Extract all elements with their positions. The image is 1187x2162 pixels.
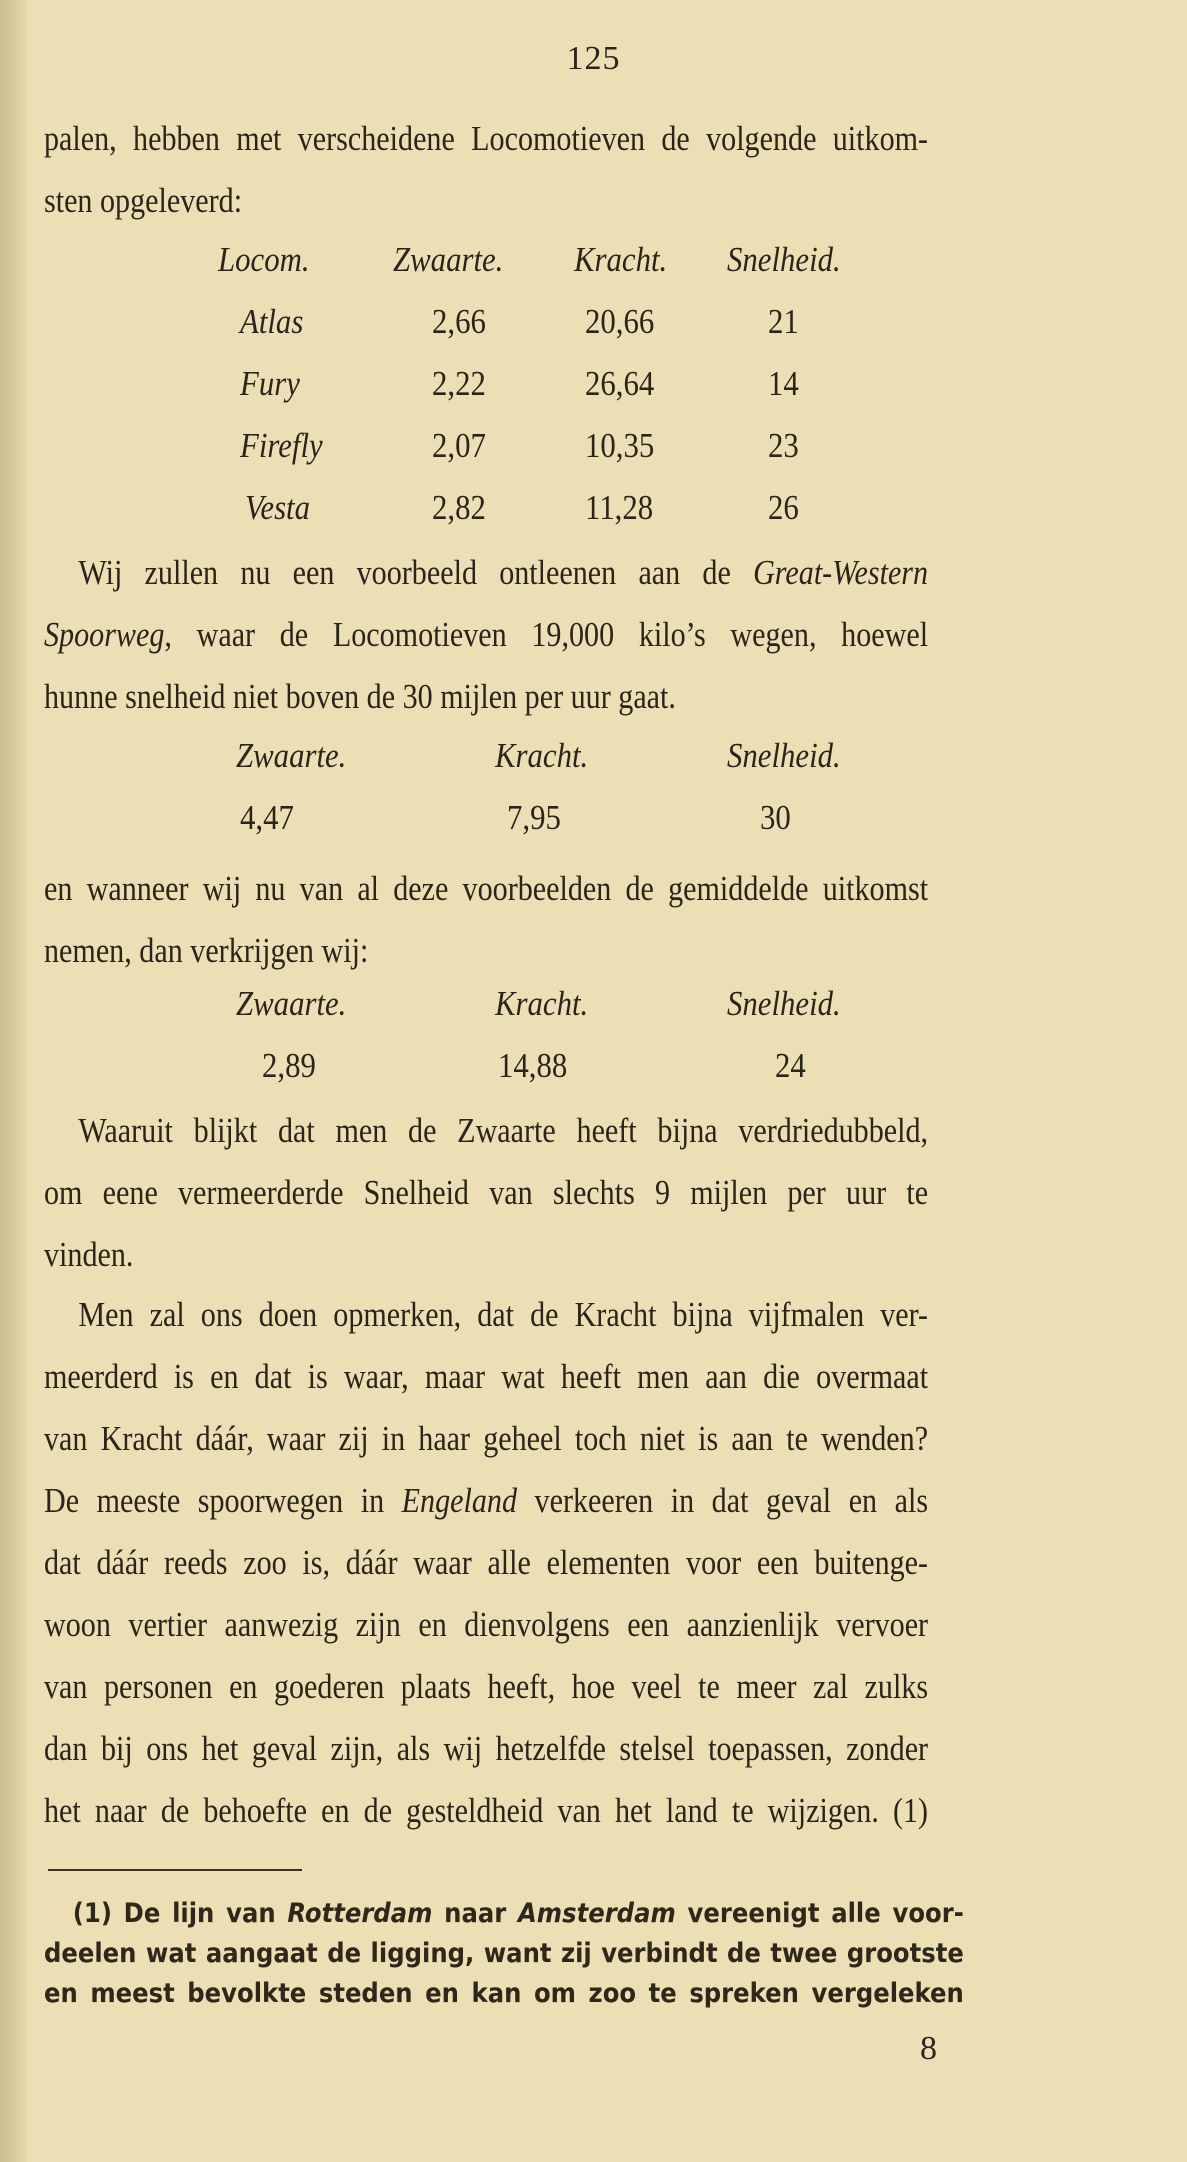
table-cell-zwaarte: 4,47 bbox=[240, 798, 294, 837]
text-line bbox=[44, 542, 928, 604]
text-run: De meeste spoorwegen in bbox=[44, 1481, 402, 1520]
text-line: dat dáár reeds zoo is, dáár waar alle elementen voor een buitenge- bbox=[44, 1543, 929, 1582]
italic-run: Spoorweg bbox=[44, 615, 165, 654]
table-header-snelheid: Snelheid. bbox=[727, 736, 841, 775]
table-row-name: Firefly bbox=[240, 426, 323, 465]
text-line: woon vertier aanwezig zijn en dienvolgens een aanzienlijk vervoer bbox=[44, 1605, 929, 1644]
text-run: vereenigt alle voor- bbox=[675, 1898, 964, 1929]
paragraph-conclusion bbox=[44, 1100, 928, 1286]
table-header-zwaarte: Zwaarte. bbox=[236, 984, 347, 1023]
table-cell-zwaarte: 2,66 bbox=[432, 302, 486, 341]
table-cell-kracht: 7,95 bbox=[507, 798, 561, 837]
footnote bbox=[44, 1894, 964, 2014]
table-row-name: Vesta bbox=[245, 488, 311, 527]
table-header-snelheid: Snelheid. bbox=[727, 240, 841, 279]
text-line: Waaruit blijkt dat men de Zwaarte heeft bijna verdriedubbeld, bbox=[78, 1111, 929, 1150]
text-line: sten opgeleverd: bbox=[44, 181, 243, 220]
italic-run: Amsterdam bbox=[518, 1898, 676, 1929]
text-line: Men zal ons doen opmerken, dat de Kracht bijna vijfmalen ver- bbox=[78, 1295, 929, 1334]
table-cell-snelheid: 30 bbox=[760, 798, 791, 837]
table-cell-snelheid: 24 bbox=[775, 1046, 806, 1085]
table-cell-kracht: 26,64 bbox=[585, 364, 655, 403]
text-line bbox=[44, 604, 928, 666]
paragraph-average bbox=[44, 858, 928, 982]
text-line: dan bij ons het geval zijn, als wij hetzelfde stelsel toepassen, zonder bbox=[44, 1729, 929, 1768]
footnote-line bbox=[44, 1894, 964, 1934]
signature-mark: 8 bbox=[920, 2030, 937, 2067]
table-header-zwaarte: Zwaarte. bbox=[393, 240, 504, 279]
text-line: van personen en goederen plaats heeft, hoe veel te meer zal zulks bbox=[44, 1667, 929, 1706]
italic-run: Engeland bbox=[401, 1481, 518, 1520]
text-line: hunne snelheid niet boven de 30 mijlen per uur gaat. bbox=[44, 677, 676, 716]
text-line bbox=[44, 1470, 928, 1532]
footnote-line: en meest bevolkte steden en kan om zoo te spreken vergeleken bbox=[44, 1978, 964, 2009]
footnote-rule bbox=[48, 1869, 302, 1871]
page-number: 125 bbox=[566, 40, 621, 77]
text-run: Wij zullen nu een voorbeeld ontleenen aan de bbox=[78, 553, 754, 592]
text-run: , waar de Locomotieven 19,000 kilo’s wegen, hoewel bbox=[164, 615, 929, 654]
page-spine-shadow bbox=[0, 0, 26, 2162]
text-run: naar bbox=[432, 1898, 519, 1929]
intro-paragraph bbox=[44, 108, 928, 232]
italic-run: Rotterdam bbox=[287, 1898, 433, 1929]
text-line: om eene vermeerderde Snelheid van slechts 9 mijlen per uur te bbox=[44, 1173, 929, 1212]
table-cell-snelheid: 21 bbox=[768, 302, 799, 341]
table-header-snelheid: Snelheid. bbox=[727, 984, 841, 1023]
text-line: van Kracht dáár, waar zij in haar geheel toch niet is aan te wenden? bbox=[44, 1419, 929, 1458]
table-cell-kracht: 20,66 bbox=[585, 302, 655, 341]
text-line: vinden. bbox=[44, 1235, 134, 1274]
table-cell-snelheid: 14 bbox=[768, 364, 799, 403]
table-cell-snelheid: 23 bbox=[768, 426, 799, 465]
table-row-name: Atlas bbox=[240, 302, 304, 341]
text-run: (1) De lijn van bbox=[72, 1898, 288, 1929]
table-row-name: Fury bbox=[240, 364, 300, 403]
text-line: het naar de behoefte en de gesteldheid van het land te wijzigen. (1) bbox=[44, 1791, 929, 1830]
text-line: en wanneer wij nu van al deze voorbeelden de gemiddelde uitkomst bbox=[44, 869, 929, 908]
table-header-locom: Locom. bbox=[218, 240, 310, 279]
table-header-kracht: Kracht. bbox=[495, 984, 589, 1023]
table-cell-zwaarte: 2,89 bbox=[262, 1046, 316, 1085]
paragraph-kracht bbox=[44, 1284, 928, 1842]
table-cell-kracht: 11,28 bbox=[585, 488, 654, 527]
text-line: meerderd is en dat is waar, maar wat heeft men aan die overmaat bbox=[44, 1357, 929, 1396]
footnote-line: deelen wat aangaat de ligging, want zij verbindt de twee grootste bbox=[44, 1938, 964, 1969]
paragraph-great-western bbox=[44, 542, 928, 728]
table-header-kracht: Kracht. bbox=[574, 240, 668, 279]
text-line: palen, hebben met verscheidene Locomotieven de volgende uitkom- bbox=[44, 119, 929, 158]
table-cell-zwaarte: 2,82 bbox=[432, 488, 486, 527]
text-line: nemen, dan verkrijgen wij: bbox=[44, 931, 369, 970]
table-header-zwaarte: Zwaarte. bbox=[236, 736, 347, 775]
text-run: verkeeren in dat geval en als bbox=[517, 1481, 929, 1520]
table-cell-kracht: 14,88 bbox=[498, 1046, 568, 1085]
table-cell-snelheid: 26 bbox=[768, 488, 799, 527]
table-header-kracht: Kracht. bbox=[495, 736, 589, 775]
italic-run: Great-Western bbox=[753, 553, 929, 592]
table-cell-kracht: 10,35 bbox=[585, 426, 655, 465]
table-cell-zwaarte: 2,22 bbox=[432, 364, 486, 403]
table-cell-zwaarte: 2,07 bbox=[432, 426, 486, 465]
